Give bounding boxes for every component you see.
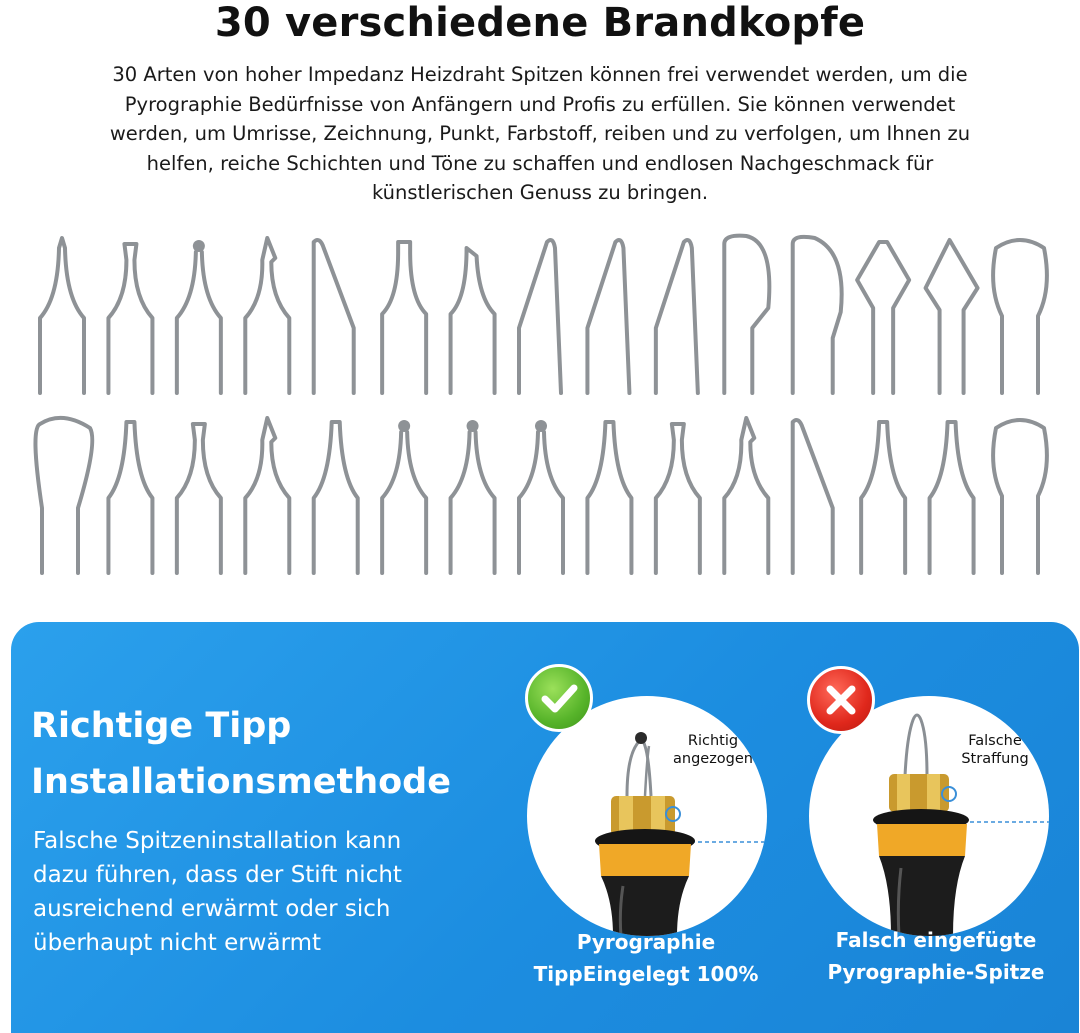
tip-wire-narrow [930,422,974,573]
tip-wire-shovel [656,424,700,573]
tip-wire-loop [993,420,1047,573]
tip-wire-knife [245,238,289,393]
tip-wire-ball [519,432,563,573]
correct-caption [511,926,781,990]
correct-label-line: angezogen [673,751,753,767]
cross-badge [807,666,875,734]
panel-text-line: ausreichend erwärmt oder sich [33,896,391,922]
tip-wire-hook [656,240,698,393]
tip-wire-diamond [857,242,909,393]
correct-install-image [527,696,767,936]
tip-wire-hook [587,240,629,393]
check-icon [528,667,590,729]
wrong-caption [801,924,1071,988]
panel-title-line: Richtige Tipp [31,706,292,746]
tip-wire-shovel [108,244,152,393]
tip-wire-ball [451,432,495,573]
tip-wire-shovel [177,424,221,573]
tip-wire-knife [724,418,768,573]
tip-wire-wide-loop [35,418,92,573]
description-line: künstlerischen Genuss zu bringen. [371,181,709,204]
description-line: werden, um Umrisse, Zeichnung, Punkt, Farbstoff, reiben und zu verfolgen, um Ihnen zu [109,122,971,145]
tip-ball-head [398,420,410,432]
tip-ball-head [535,420,547,432]
wrong-caption-line: Pyrographie-Spitze [827,960,1045,984]
tip-wire-ball [382,432,426,573]
page-title: 30 verschiedene Brandkopfe [214,0,866,46]
tip-wire-hook [519,240,561,393]
correct-label [663,732,763,768]
panel-text-line: dazu führen, dass der Stift nicht [33,862,402,888]
panel-text-line: Falsche Spitzeninstallation kann [33,828,402,854]
tip-wire-narrow [314,422,358,573]
tip-wire-pointed [40,238,84,393]
description-line: Pyrographie Bedürfnisse von Anfängern und Profis zu erfüllen. Sie können verwendet [124,92,956,116]
tip-wire-narrow [587,422,631,573]
correct-label-line: Richtig [687,733,739,749]
tip-ball-head [467,420,479,432]
tip-wire-arch [724,236,769,393]
tips-row-1 [40,236,1047,393]
wrong-label [945,732,1045,768]
correct-caption-line: Pyrographie [576,930,716,954]
tip-wire-flat [382,242,426,393]
tips-illustration [0,228,1080,588]
description-line: helfen, reiche Schichten und Töne zu schaffen und endlosen Nachgeschmack für [146,151,934,175]
correct-caption-line: TippEingelegt 100% [533,962,759,986]
installation-panel [11,622,1079,1033]
description-line: 30 Arten von hoher Impedanz Heizdraht Spitzen können frei verwendet werden, um die [112,63,968,86]
tip-wire-slant [451,248,495,393]
wrong-caption-line: Falsch eingefügte [835,928,1037,952]
description [40,60,1040,208]
tip-wire-knife [245,418,289,573]
tip-wire-loop [993,240,1047,393]
tip-wire-bent [793,420,833,573]
cross-icon [810,669,872,731]
wrong-label-line: Falsche [968,733,1022,749]
tips-row-2 [35,418,1046,573]
tip-wire-triangle [926,240,978,393]
tip-wire-narrow [108,422,152,573]
panel-text [33,824,553,960]
panel-title-line: Installationsmethode [31,762,451,802]
tip-ball-head [193,240,205,252]
wrong-label-line: Straffung [961,751,1029,767]
tip-wire-ball [177,252,221,393]
tip-wire-arch-slant [793,237,842,393]
tip-wire-narrow [861,422,905,573]
check-badge [525,664,593,732]
tip-wire-bent [314,240,354,393]
panel-text-line: überhaupt nicht erwärmt [33,930,322,956]
panel-title [31,698,591,810]
